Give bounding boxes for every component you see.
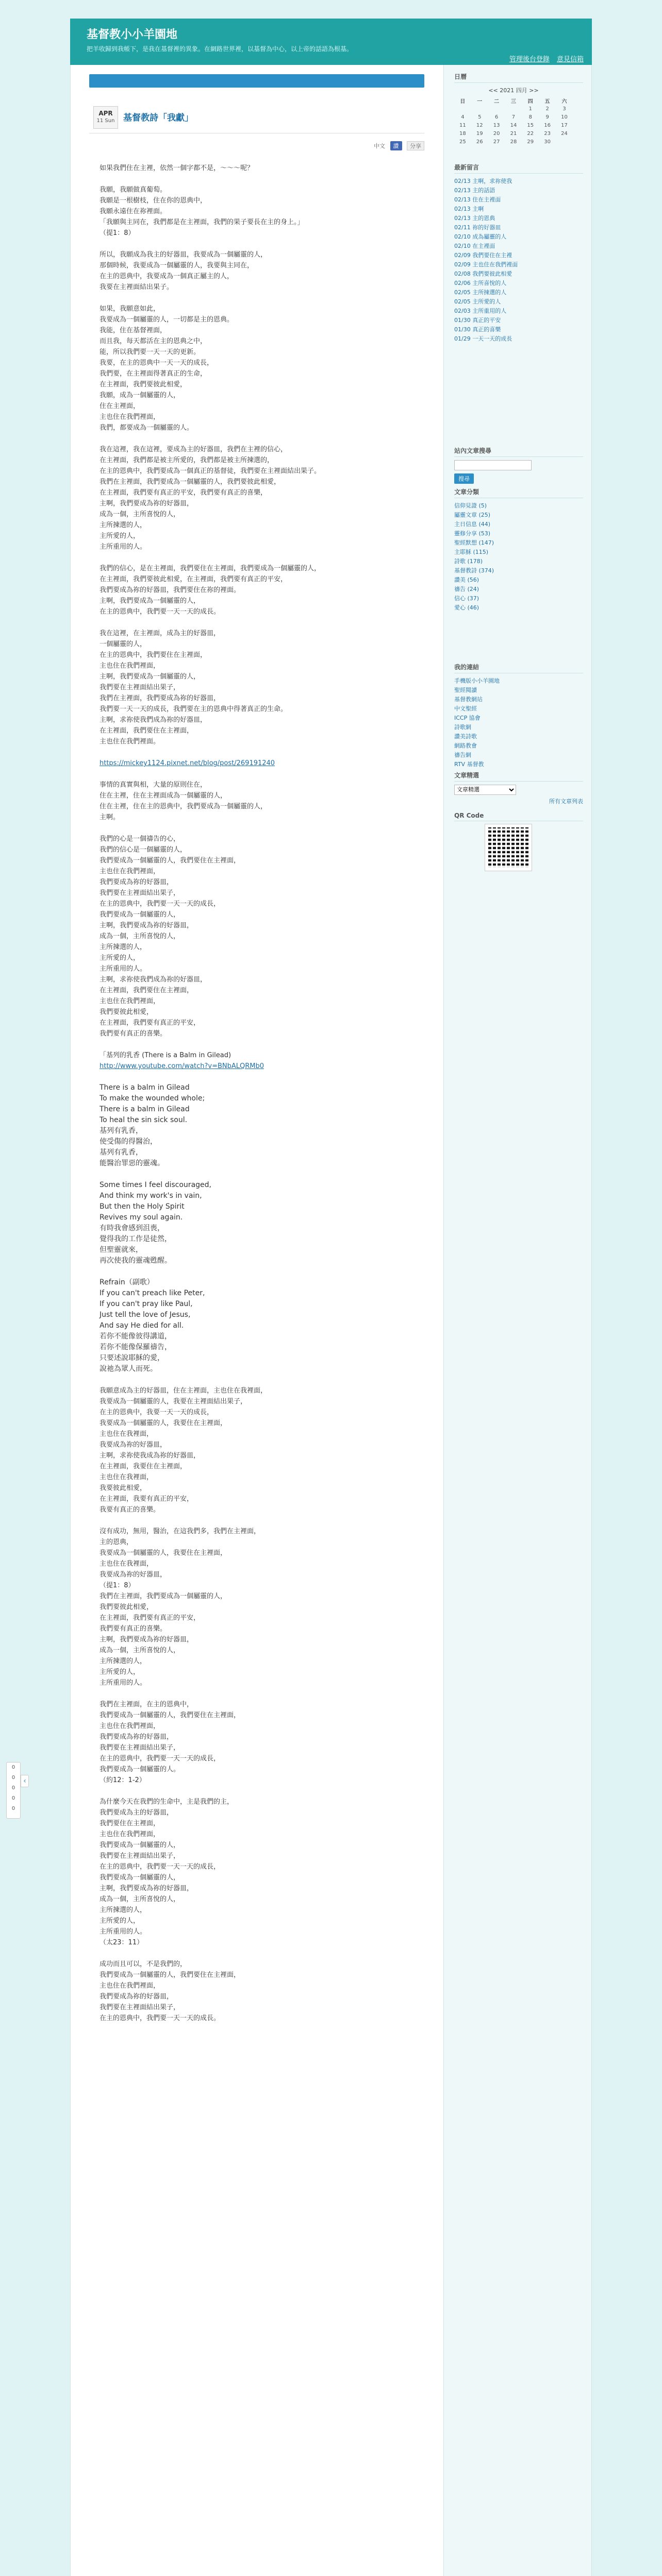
calendar-day[interactable]: 9 [545,114,549,120]
post-date-badge [93,106,118,129]
post-paragraph: 我願，我願做真葡萄。 我願是一根樹枝，住在你的恩典中， 我願永遠住在祢裡面。 「我願與主同在，我們都是在主裡面，我們的果子要長在主的身上。」 （提1：8） [100,186,304,237]
post-paragraph: 我們的信心，是在主裡面，我們要住在主裡面，我們要成為一個屬靈的人， 在主裡面，我們要彼此相愛，在主裡面，我們要有真正的平安， 我們要成為祢的好器皿，我們要住在祢的裡面。 主啊，我們要成為一個屬靈的人， 在主的恩典中，我們要一天一天的成長。 [100,565,321,616]
recent-comment-item[interactable]: 02/11 祢的好器皿 [454,224,501,231]
link-item[interactable]: 基督教網站 [454,696,483,703]
toolbar-item[interactable]: 0 [11,1785,15,1791]
category-item[interactable]: 信仰見證 (5) [454,502,487,509]
calendar-weekday: 四 [527,98,533,105]
archive-title: 文章精選 [454,771,583,782]
calendar-day [556,138,573,146]
calendar-weekday: 二 [494,98,500,105]
toolbar-item[interactable]: 0 [11,1765,15,1770]
calendar-day[interactable]: 17 [561,122,568,128]
category-widget [454,487,583,613]
qr-title: QR Code [454,812,583,821]
recent-comment-item[interactable]: 02/03 主所重用的人 [454,308,507,314]
recent-comment-item[interactable]: 02/13 主啊，求祢使我 [454,178,512,184]
calendar-day[interactable]: 28 [510,139,517,145]
post-paragraph: 我們的心是一個禱告的心， 我們的信心是一個屬靈的人， 我們要成為一個屬靈的人，我們要住在主裡面， 主也住在我們裡面， 我們要成為祢的好器皿， 我們要在主裡面結出果子， 在主的恩典中，我們要一天一天的成長， 我們要成為一個屬靈的人， 主啊，我們要成為祢的好器皿， 成為一個，主所喜悅的人， 主所揀選的人， 主所愛的人， 主所重用的人。 主啊，求祢使我們成為祢的好器皿， 在主裡面，我們要住在主裡面， 主也住在我們裡面， 我們要彼此相愛， 在主裡面，我們要有真正的平安， 我們要有真正的喜樂。 [100,835,241,1038]
facebook-like-button[interactable]: 讚 [390,141,402,150]
category-item[interactable]: 主耶穌 (115) [454,549,489,555]
share-button[interactable]: 分享 [407,141,424,150]
calendar-day[interactable]: 29 [527,139,534,145]
category-item[interactable]: 詩歌 (178) [454,558,483,565]
toolbar-item[interactable]: 0 [11,1775,15,1781]
header-links [504,54,584,63]
recent-comment-item[interactable]: 01/29 一天一天的成長 [454,335,512,342]
recent-comment-item[interactable]: 02/13 主的話語 [454,187,495,194]
recent-comment-item[interactable]: 02/06 主所喜悅的人 [454,280,507,286]
calendar-day[interactable]: 13 [493,122,500,128]
post-date-day: 11 Sun [96,118,115,124]
recent-comment-item[interactable]: 02/08 我們要彼此相愛 [454,270,512,277]
calendar-day[interactable]: 21 [510,130,517,137]
calendar-day[interactable]: 14 [510,122,517,128]
calendar-day[interactable]: 23 [544,130,551,137]
sidebar [443,65,592,2576]
archive-select[interactable] [454,785,516,795]
post-paragraph: 為什麼今天在我們的生命中，主是我們的主， 我們要成為主的好器皿， 我們要住在主裡面， 主也住在我們裡面， 我們要成為一個屬靈的人， 我們要在主裡面結出果子， 在主的恩典中，我們要一天一天的成長， 我們要成為一個屬靈的人， 主啊，我們要成為祢的好器皿， 成為一個，主所喜悅的人， 主所揀選的人， 主所愛的人， 主所重用的人。 （太23：11） [100,1798,234,1946]
lyrics-refrain: Refrain（副歌） If you can't preach like Peter, If you can't pray like Paul, Just tell the love of Jesus, And say He died for all. 若你不能像彼得講道， 若你不能像保羅禱告， 只要述說耶穌的愛， 說祂為眾人而死。 [100,1278,205,1373]
links-title: 我的連結 [454,663,583,673]
category-item[interactable]: 禱告 (24) [454,586,479,592]
blog-post [89,101,424,2576]
calendar-title: 日曆 [454,72,583,83]
calendar-day[interactable]: 26 [476,139,483,145]
recent-comment-item[interactable]: 02/05 主所揀選的人 [454,289,507,296]
recent-comment-item[interactable]: 01/30 真正的喜樂 [454,326,501,333]
post-body [100,163,414,2035]
post-paragraph: 我們在主裡面，在主的恩典中， 我們要成為一個屬靈的人，我們要住在主裡面， 主也住在我們裡面， 我們要成為祢的好器皿， 我們要在主裡面結出果子， 在主的恩典中，我們要一天一天的成長， 我們要成為一個屬靈的人。 （約12：1-2） [100,1701,241,1784]
post-paragraph: 沒有成功，無用，醫治，在這我們多，我們在主裡面， 主的恩典， 我要成為一個屬靈的人，我要住在主裡面， 主也住在我裡面， 我要成為祢的好器皿， （提1：8） 我們在主裡面，我們要成為一個屬靈的人， 我們要彼此相愛， 在主裡面，我們要有真正的平安， 我們要有真正的喜樂。 主啊，我們要成為祢的好器皿， 成為一個，主所喜悅的人， 主所揀選的人， 主所愛的人， 主所重用的人。 [100,1528,261,1687]
archive-widget [454,771,583,805]
calendar-day[interactable]: 22 [527,130,534,137]
calendar-day[interactable]: 24 [561,130,568,137]
calendar-weekday: 五 [544,98,550,105]
category-item[interactable]: 聖經默想 (147) [454,539,494,546]
calendar-day[interactable]: 7 [511,114,516,120]
calendar-widget [454,72,583,146]
recent-comment-item[interactable]: 02/10 在主裡面 [454,243,495,249]
recent-comment-item[interactable]: 02/10 成為屬靈的人 [454,233,507,240]
link-item[interactable]: 手機版小小羊園地 [454,677,500,684]
calendar-day[interactable]: 18 [459,130,466,137]
calendar-day[interactable]: 25 [459,139,466,145]
post-paragraph: 所以，我願成為我主的好器皿，我要成為一個屬靈的人， 那個時候，我要成為一個屬靈的人，我要與主同在， 在主的恩典中，我要成為一個真正屬主的人， 我要在主裡面結出果子。 [100,251,268,291]
post-paragraph: 我願意成為主的好器皿，住在主裡面，主也住在我裡面， 我要成為一個屬靈的人，我要在主裡面結出果子， 在主的恩典中，我要一天一天的成長， 我要成為一個屬靈的人，我要住在主裡面， 主也住在我裡面， 我要成為祢的好器皿， 主啊，求祢使我成為祢的好器皿， 在主裡面，我要住在主裡面， 主也住在我裡面， 我要彼此相愛， 在主裡面，我要有真正的平安， 我要有真正的喜樂。 [100,1387,268,1514]
calendar-day[interactable]: 10 [561,114,568,120]
lyrics-verse-1: There is a balm in Gilead To make the wounded whole; There is a balm in Gilead To heal the sin sick soul. 基列有乳香， 使受傷的得醫治， 基列有乳香， 能醫治罪惡的靈魂。 [100,1083,205,1167]
main-content [70,65,443,2576]
recent-comment-item[interactable]: 02/13 住在主裡面 [454,196,501,203]
calendar-day[interactable]: 5 [478,114,482,120]
link-item[interactable]: 詩歌網 [454,724,471,731]
link-item[interactable]: 網路教會 [454,742,477,749]
qr-code-image [485,824,532,871]
link-item[interactable]: 中文聖經 [454,705,477,712]
recent-comment-item[interactable]: 02/09 主也住在我們裡面 [454,261,518,268]
post-paragraph: 如果，我願意如此， 我要成為一個屬靈的人，一切都是主的恩典。 我能，住在基督裡面， 而且我，每天都活在主的恩典之中， 能，所以我們要一天一天的更新。 我要，在主的恩典中一天一天的成長， 我們要，在主裡面得著真正的生命， 在主裡面，我們要彼此相愛， 我願，成為一個屬靈的人， 住在主裡面， 主也住在我們裡面， 我們，都要成為一個屬靈的人。 [100,305,234,432]
category-item[interactable]: 靈修分享 (53) [454,530,491,537]
search-widget [454,446,583,484]
calendar-day[interactable]: 16 [544,122,551,128]
collapse-arrow-icon[interactable]: ‹ [21,1775,29,1787]
archive-list-link[interactable]: 所有文章列表 [549,798,583,805]
site-description: 把羊收歸到我帳下，是我在基督裡的異象。在網路世界裡，以基督為中心，以上帝的話語為根基。 [87,45,353,53]
search-button[interactable]: 搜尋 [454,473,474,484]
admin-login-link[interactable]: 管理後台登錄 [509,56,550,63]
post-paragraph: 我在這裡，我在這裡，要成為主的好器皿，我們在主裡的信心， 在主裡面，我們都是被主所愛的，我們都是被主所揀選的， 在主的恩典中，我們要成為一個真正的基督徒，我們要在主裡面結出果子。 我們在主裡面，我們要成為一個屬靈的人，我們要彼此相愛， 在主裡面，我們要有真正的平安，我們要有真正的喜樂， 主啊，我們要成為祢的好器皿， 成為一個，主所喜悅的人， 主所揀選的人， 主所愛的人， 主所重用的人。 [100,446,321,551]
lyrics-verse-2: Some times I feel discouraged, And think my work's in vain, But then the Holy Spirit Revives my soul again. 有時我會感到沮喪， 覺得我的工作是徒然， 但聖靈就來， 再次使我的靈魂甦醒。 [100,1181,211,1265]
toolbar-item[interactable]: 0 [11,1795,15,1801]
post-tools [371,141,424,151]
calendar-day[interactable]: 27 [493,139,500,145]
feedback-link[interactable]: 意見信箱 [556,56,584,63]
calendar-day[interactable]: 19 [476,130,483,137]
recent-comment-item[interactable]: 01/30 真正的平安 [454,317,501,324]
post-paragraph: 成功而且可以，不是我們的， 我們要成為一個屬靈的人，我們要住在主裡面， 主也住在我們裡面， 我們要成為祢的好器皿， 我們要在主裡面結出果子， 在主的恩典中，我們要一天一天的成長。 [100,1960,241,2022]
recent-comment-item[interactable]: 02/13 主的恩典 [454,215,495,222]
blog-post-link[interactable]: https://mickey1124.pixnet.net/blog/post/269191240 [100,759,275,767]
youtube-link[interactable]: http://www.youtube.com/watch?v=BNbALQRMb0 [100,1062,264,1070]
song-title: 「基列的乳香 (There is a Balm in Gilead) [100,1052,231,1059]
calendar-caption[interactable]: << 2021 四月 >> [488,87,539,94]
post-paragraph: 如果我們住在主裡，依然一個字都不是，～～～呢？ [100,164,254,172]
qr-widget [454,812,583,871]
post-paragraph: 我在這裡，在主裡面，成為主的好器皿， 一個屬靈的人， 在主的恩典中，我們要住在主裡面， 主也住在我們裡面， 主啊，我們要成為一個屬靈的人， 我們要在主裡面結出果子， 我們在主裡面，我們要成為祢的好器皿， 我們要一天一天的成長，我們要在主的恩典中得著真正的生命。 主啊，求祢使我們成為祢的好器皿， 在主裡面，我們要住在主裡面， 主也住在我們裡面。 [100,630,288,745]
calendar-day[interactable]: 12 [476,122,483,128]
calendar-day[interactable]: 20 [493,130,500,137]
translate-link[interactable]: 中文 [374,143,385,149]
calendar-day[interactable]: 2 [545,106,549,112]
calendar-day[interactable]: 15 [527,122,534,128]
calendar-day[interactable]: 11 [459,122,466,128]
category-item[interactable]: 主日信息 (44) [454,521,491,528]
calendar-day[interactable]: 1 [528,106,532,112]
left-floating-toolbar [6,1762,21,1819]
category-item[interactable]: 讚美 (56) [454,577,479,583]
calendar-day [488,105,505,113]
link-item[interactable]: 聖經閱讀 [454,687,477,693]
calendar-table [454,86,573,146]
calendar-day [505,105,522,113]
calendar-weekday: 三 [510,98,516,105]
category-title: 文章分類 [454,487,583,498]
search-input[interactable] [454,460,532,470]
category-item[interactable]: 信心 (37) [454,595,479,602]
calendar-weekday: 六 [561,98,567,105]
category-item[interactable]: 基督教詩 (374) [454,567,494,574]
link-item[interactable]: ICCP 協會 [454,715,481,721]
calendar-weekday: 一 [477,98,483,105]
link-item[interactable]: 讚美詩歌 [454,733,477,740]
recent-comment-item[interactable]: 02/09 我們要住在主裡 [454,252,512,259]
calendar-day[interactable]: 3 [562,106,566,112]
calendar-day [454,105,471,113]
recent-comments-widget [454,163,583,344]
search-title: 站內文章搜尋 [454,446,583,457]
calendar-day[interactable]: 6 [494,114,499,120]
post-title[interactable]: 基督教詩「我獻」 [123,113,193,123]
link-item[interactable]: RTV 基督教 [454,761,484,768]
category-item[interactable]: 屬靈文章 (25) [454,512,491,518]
site-title[interactable]: 基督教小小羊園地 [87,28,178,41]
calendar-day[interactable]: 30 [544,139,551,145]
recent-comment-item[interactable]: 02/05 主所愛的人 [454,298,501,305]
post-date-month: APR [98,110,113,117]
site-header [70,19,592,65]
calendar-day[interactable]: 8 [528,114,532,120]
recent-comments-title: 最新留言 [454,163,583,174]
calendar-weekday: 日 [460,98,466,105]
links-widget [454,663,583,769]
calendar-day[interactable]: 4 [461,114,465,120]
category-item[interactable]: 愛心 (46) [454,604,479,611]
toolbar-item[interactable]: 0 [11,1806,15,1811]
calendar-day [471,105,488,113]
post-paragraph: 事情的真實與相，大量的原則住在， 住在主裡，住在主裡面成為一個屬靈的人， 住在主裡，住在主的恩典中，我們要成為一個屬靈的人， 主啊。 [100,781,268,821]
recent-comment-item[interactable]: 02/13 主啊 [454,206,484,212]
link-item[interactable]: 禱告網 [454,752,471,758]
top-banner-bar [89,74,424,88]
